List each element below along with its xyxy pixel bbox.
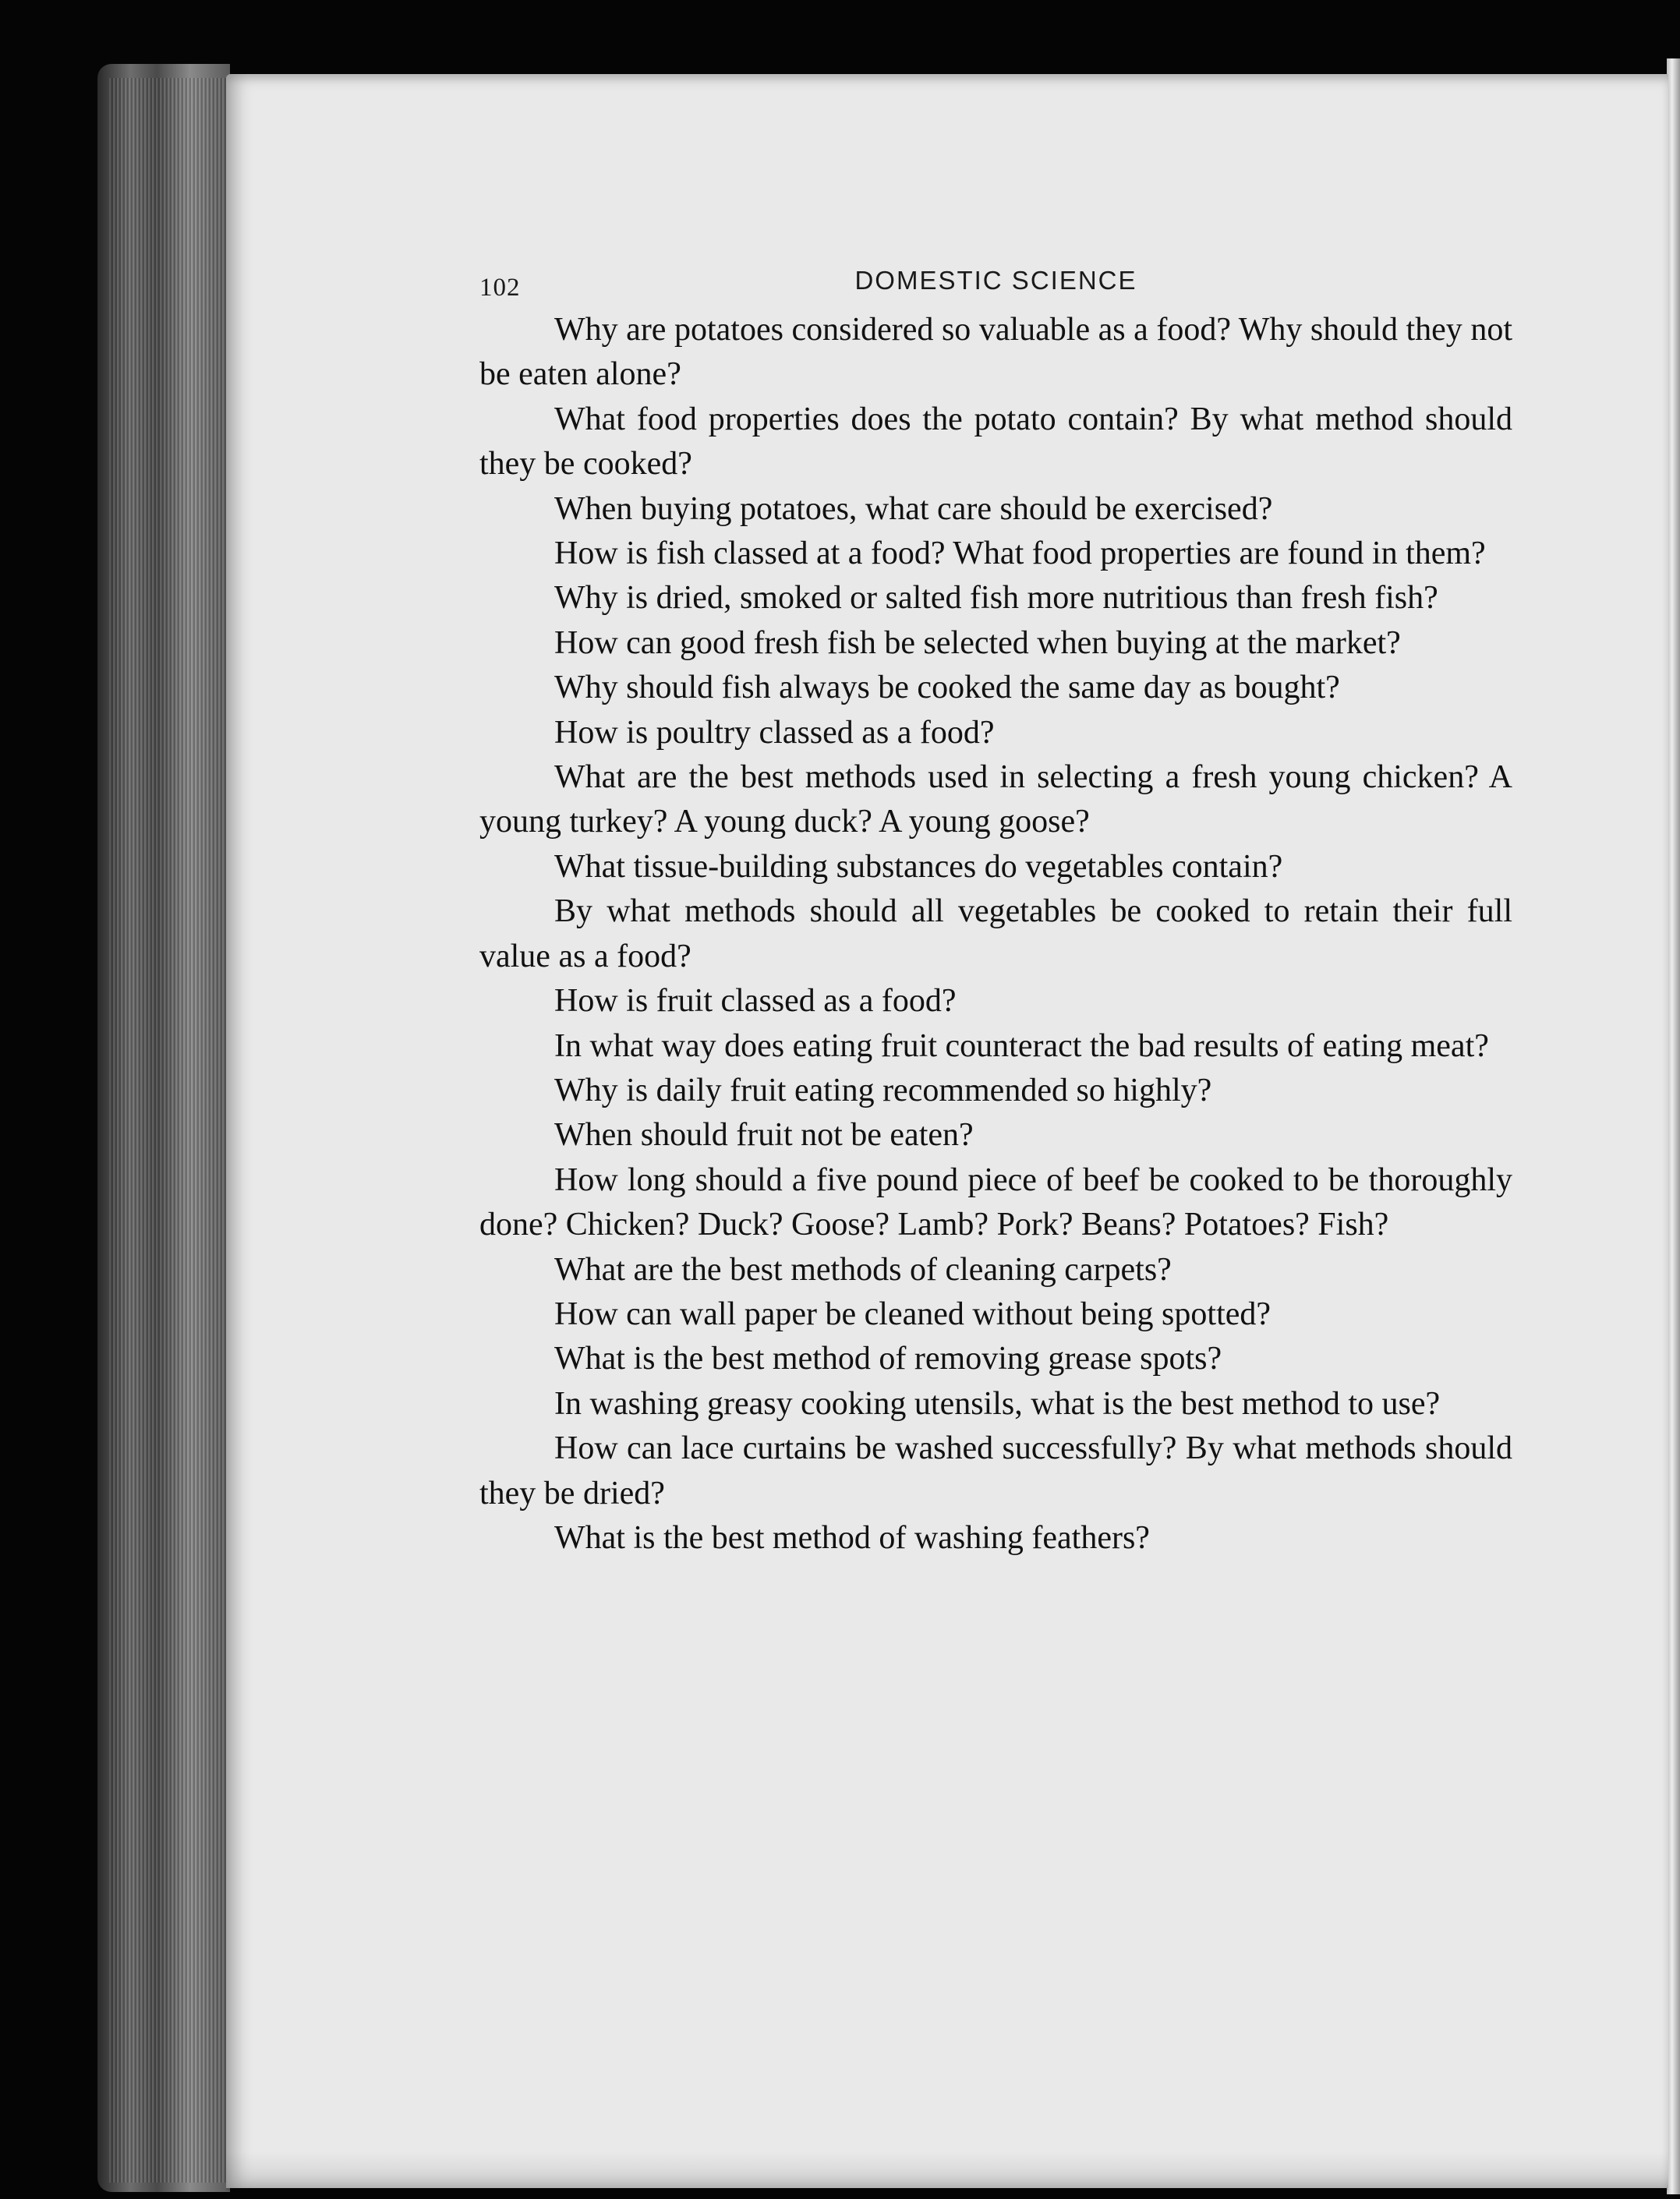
question-paragraph: Why are potatoes considered so valuable as a food? Why should they not be eaten alone? [479,312,1512,393]
question-paragraph: What food properties does the potato contain? By what method should they be cooked? [479,401,1512,483]
question-paragraph: What tissue-building substances do vegetables contain? [554,848,1283,885]
question-list [479,308,1512,1561]
question-paragraph: Why is daily fruit eating recommended so highly? [554,1072,1212,1108]
question-paragraph: What are the best methods used in selecting a fresh young chicken? A young turkey? A young duck? A young goose? [479,759,1512,840]
question-paragraph: How can good fresh fish be selected when buying at the market? [554,624,1401,661]
page-edge-texture [109,78,226,2183]
question-paragraph: How is fruit classed as a food? [554,983,957,1020]
question-paragraph: How is fish classed at a food? What food properties are found in them? [554,536,1486,572]
question-paragraph: In washing greasy cooking utensils, what is the best method to use? [554,1385,1441,1422]
question-paragraph: How can wall paper be cleaned without being spotted? [554,1296,1271,1332]
question-paragraph: What is the best method of washing feathers? [554,1519,1150,1556]
question-paragraph: Why is dried, smoked or salted fish more nutritious than fresh fish? [554,580,1438,617]
running-title: DOMESTIC SCIENCE [854,266,1137,295]
question-paragraph: When should fruit not be eaten? [554,1117,974,1154]
page-text-block [479,261,1512,1561]
question-paragraph: In what way does eating fruit counteract the bad results of eating meat? [554,1027,1489,1064]
question-paragraph: When buying potatoes, what care should be exercised? [554,490,1273,527]
running-head [479,261,1512,308]
question-paragraph: How is poultry classed as a food? [554,714,995,751]
question-paragraph: What is the best method of removing grease spots? [554,1341,1222,1377]
question-paragraph: By what methods should all vegetables be cooked to retain their full value as a food? [479,893,1512,974]
question-paragraph: How long should a five pound piece of beef be cooked to be thoroughly done? Chicken? Duck? Goose? Lamb? Pork? Beans? Potatoes? Fish? [479,1161,1512,1243]
question-paragraph: How can lace curtains be washed successfully? By what methods should they be dried? [479,1430,1512,1511]
book-right-edge [1667,58,1680,2194]
question-paragraph: Why should fish always be cooked the same day as bought? [554,670,1340,706]
question-paragraph: What are the best methods of cleaning carpets? [554,1251,1172,1288]
page-bottom-shadow [226,2151,1668,2190]
page-number: 102 [479,274,521,302]
